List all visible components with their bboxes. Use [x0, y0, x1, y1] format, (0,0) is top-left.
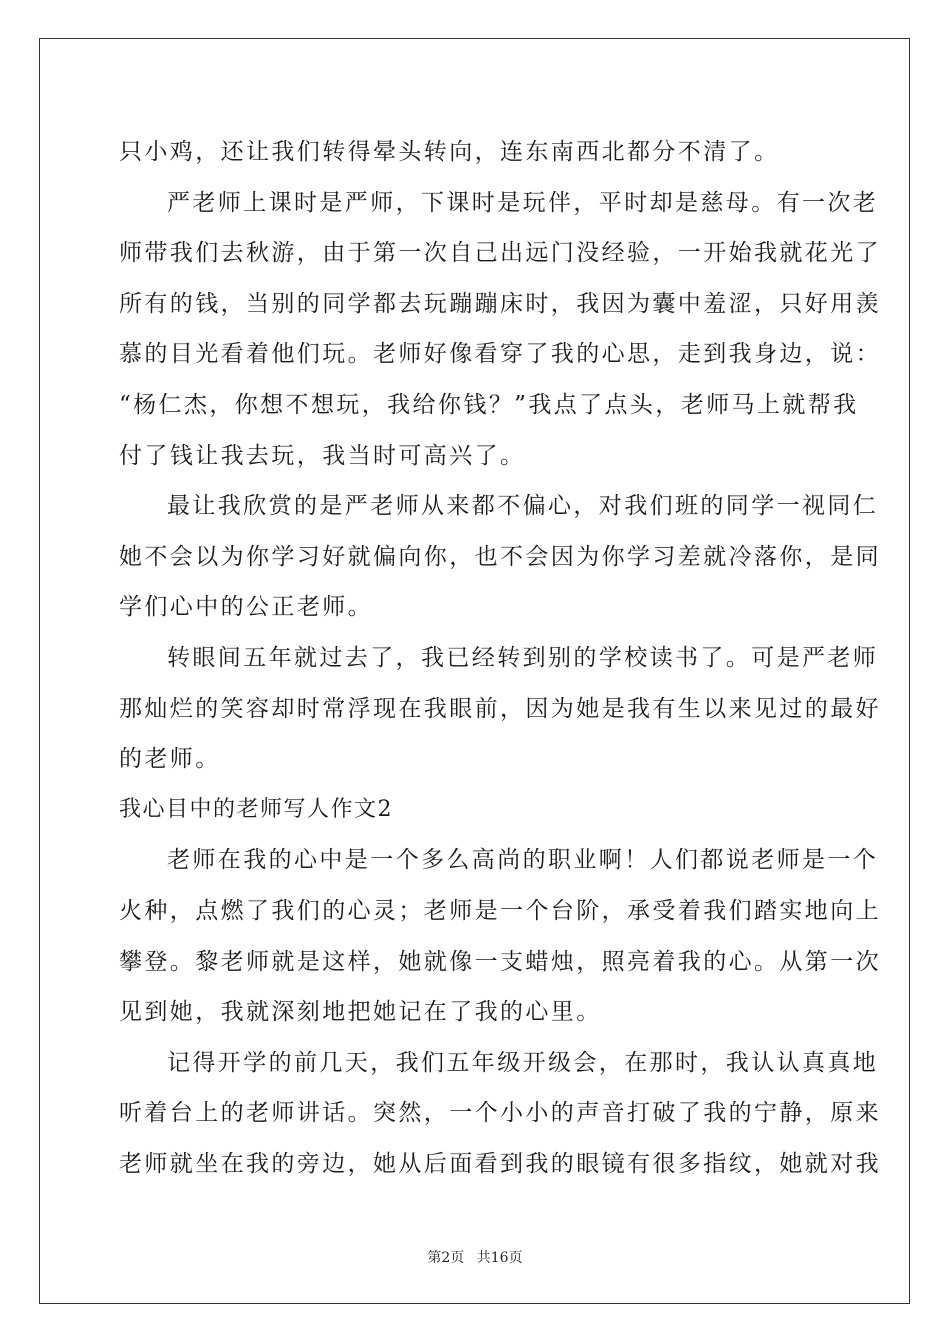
- text-line: 最让我欣赏的是严老师从来都不偏心，对我们班的同学一视同仁: [167, 493, 879, 520]
- text-line: “杨仁杰，你想不想玩，我给你钱？”我点了点头，老师马上就帮我: [119, 391, 859, 418]
- total-pages: 共16页: [476, 1250, 523, 1266]
- page-footer: [0, 1247, 950, 1267]
- document-body: [119, 127, 881, 1189]
- text-line: 攀登。黎老师就是这样，她就像一支蜡烛，照亮着我的心。从第一次: [119, 948, 881, 975]
- text-line: 所有的钱，当别的同学都去玩蹦蹦床时，我因为囊中羞涩，只好用羡: [119, 290, 881, 317]
- section-heading: 我心目中的老师写人作文2: [119, 796, 393, 822]
- page-number: 第2页: [427, 1250, 465, 1266]
- text-line: 转眼间五年就过去了，我已经转到别的学校读书了。可是严老师: [167, 644, 879, 671]
- text-line: 火种，点燃了我们的心灵；老师是一个台阶，承受着我们踏实地向上: [119, 897, 881, 924]
- text-line: 付了钱让我去玩，我当时可高兴了。: [119, 442, 526, 469]
- text-line: 她不会以为你学习好就偏向你，也不会因为你学习差就冷落你，是同: [119, 543, 881, 570]
- text-line: 那灿烂的笑容却时常浮现在我眼前，因为她是我有生以来见过的最好: [119, 695, 881, 722]
- text-line: 听着台上的老师讲话。突然，一个小小的声音打破了我的宁静，原来: [119, 1100, 881, 1127]
- text-line: 老师在我的心中是一个多么高尚的职业啊！人们都说老师是一个: [167, 847, 879, 874]
- text-line: 学们心中的公正老师。: [119, 594, 373, 621]
- text-line: 见到她，我就深刻地把她记在了我的心里。: [119, 999, 602, 1026]
- text-line: 的老师。: [119, 746, 221, 773]
- text-line: 慕的目光看着他们玩。老师好像看穿了我的心思，走到我身边，说：: [119, 341, 881, 368]
- text-line: 只小鸡，还让我们转得晕头转向，连东南西北都分不清了。: [119, 139, 780, 165]
- text-line: 严老师上课时是严师，下课时是玩伴，平时却是慈母。有一次老: [167, 189, 879, 216]
- text-line: 老师就坐在我的旁边，她从后面看到我的眼镜有很多指纹，她就对我: [119, 1150, 881, 1177]
- text-line: 记得开学的前几天，我们五年级开级会，在那时，我认认真真地: [167, 1049, 879, 1076]
- text-line: 师带我们去秋游，由于第一次自己出远门没经验，一开始我就花光了: [119, 240, 881, 267]
